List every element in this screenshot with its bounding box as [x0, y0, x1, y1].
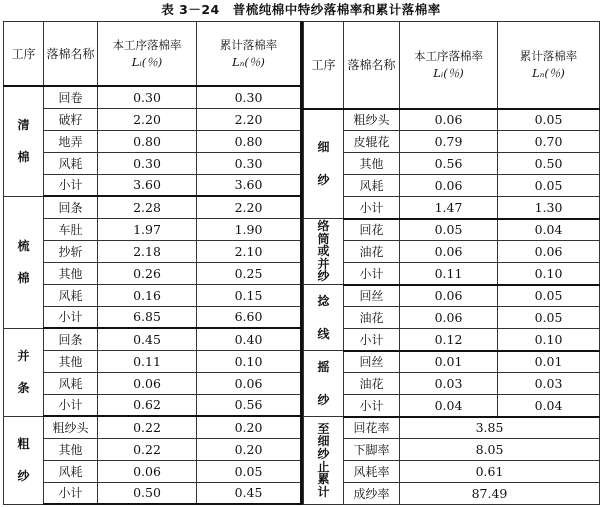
table-row — [304, 351, 600, 373]
summary-row — [304, 461, 600, 483]
li-value-cell: 0.06 — [400, 175, 498, 197]
waste-name-cell: 小计 — [344, 395, 400, 417]
ln-value-cell: 0.06 — [498, 241, 600, 263]
ln-value-cell: 0.06 — [197, 372, 301, 394]
ln-value-cell: 0.30 — [197, 152, 301, 174]
header-ln-symbol: Lₙ(％) — [232, 54, 265, 69]
header-ln — [197, 22, 301, 87]
waste-name-cell: 其他 — [344, 153, 400, 175]
process-cell: 清 棉 — [4, 86, 44, 196]
table-row — [304, 153, 600, 175]
waste-name-cell: 车肚 — [44, 218, 98, 240]
li-value-cell: 0.79 — [400, 131, 498, 153]
li-value-cell: 0.30 — [98, 86, 197, 108]
waste-name-cell: 回丝 — [344, 351, 400, 373]
waste-name-cell: 回花 — [344, 219, 400, 241]
ln-value-cell: 0.05 — [498, 109, 600, 131]
li-value-cell: 0.06 — [400, 307, 498, 329]
header-ln-label: 累计落棉率 — [519, 49, 578, 64]
li-value-cell: 2.28 — [98, 196, 197, 218]
table-row — [304, 307, 600, 329]
waste-name-cell: 小计 — [44, 394, 98, 416]
ln-value-cell: 0.04 — [498, 395, 600, 417]
table-row — [4, 482, 301, 504]
waste-name-cell: 其他 — [44, 438, 98, 460]
li-value-cell: 0.06 — [98, 460, 197, 482]
ln-value-cell: 0.80 — [197, 130, 301, 152]
summary-value-cell: 0.61 — [400, 461, 600, 483]
left-half-table — [3, 21, 301, 505]
waste-name-cell: 回卷 — [44, 86, 98, 108]
header-process: 工序 — [4, 22, 44, 87]
process-cell: 络 筒 或 并 纱 — [304, 219, 344, 285]
waste-name-cell: 小计 — [44, 482, 98, 504]
ln-value-cell: 0.56 — [197, 394, 301, 416]
summary-row — [304, 439, 600, 461]
table-row — [304, 395, 600, 417]
table-row — [4, 108, 301, 130]
header-ln — [498, 22, 600, 109]
header-waste-name: 落棉名称 — [44, 22, 98, 87]
waste-name-cell: 风耗 — [44, 372, 98, 394]
table-row — [304, 263, 600, 285]
waste-name-cell: 风耗 — [344, 175, 400, 197]
ln-value-cell: 0.45 — [197, 482, 301, 504]
ln-value-cell: 2.20 — [197, 108, 301, 130]
li-value-cell: 3.60 — [98, 174, 197, 196]
table-row — [4, 284, 301, 306]
header-li-label: 本工序落棉率 — [414, 49, 483, 64]
ln-value-cell: 0.15 — [197, 284, 301, 306]
header-process: 工序 — [304, 22, 344, 109]
li-value-cell: 0.01 — [400, 351, 498, 373]
waste-name-cell: 粗纱头 — [44, 416, 98, 438]
ln-value-cell: 0.03 — [498, 373, 600, 395]
header-waste-name: 落棉名称 — [344, 22, 400, 109]
ln-value-cell: 0.10 — [197, 350, 301, 372]
waste-name-cell: 风耗 — [44, 152, 98, 174]
li-value-cell: 0.80 — [98, 130, 197, 152]
process-cell: 粗 纱 — [4, 416, 44, 504]
table-row — [4, 394, 301, 416]
ln-value-cell: 0.30 — [197, 86, 301, 108]
li-value-cell: 0.26 — [98, 262, 197, 284]
table-row — [4, 438, 301, 460]
waste-name-cell: 其他 — [44, 262, 98, 284]
li-value-cell: 6.85 — [98, 306, 197, 328]
waste-name-cell: 抄斩 — [44, 240, 98, 262]
ln-value-cell: 1.90 — [197, 218, 301, 240]
ln-value-cell: 0.05 — [498, 307, 600, 329]
header-ln-symbol: Lₙ(％) — [532, 65, 565, 80]
table-row — [304, 131, 600, 153]
ln-value-cell: 0.20 — [197, 416, 301, 438]
waste-name-cell: 小计 — [344, 197, 400, 219]
ln-value-cell: 0.70 — [498, 131, 600, 153]
ln-value-cell: 0.05 — [498, 285, 600, 307]
ln-value-cell: 0.04 — [498, 219, 600, 241]
ln-value-cell: 0.10 — [498, 329, 600, 351]
summary-name-cell: 下脚率 — [344, 439, 400, 461]
table-row — [304, 175, 600, 197]
waste-rate-table — [3, 21, 599, 505]
li-value-cell: 1.97 — [98, 218, 197, 240]
li-value-cell: 0.50 — [98, 482, 197, 504]
ln-value-cell: 6.60 — [197, 306, 301, 328]
li-value-cell: 0.06 — [400, 241, 498, 263]
process-cell: 梳 棉 — [4, 196, 44, 328]
li-value-cell: 0.04 — [400, 395, 498, 417]
table-row — [4, 218, 301, 240]
waste-name-cell: 回条 — [44, 328, 98, 350]
summary-value-cell: 87.49 — [400, 483, 600, 505]
ln-value-cell: 0.01 — [498, 351, 600, 373]
waste-name-cell: 油花 — [344, 241, 400, 263]
process-cell: 捻 线 — [304, 285, 344, 351]
waste-name-cell: 油花 — [344, 373, 400, 395]
table-row — [304, 109, 600, 131]
li-value-cell: 0.05 — [400, 219, 498, 241]
table-row — [4, 130, 301, 152]
li-value-cell: 0.06 — [400, 109, 498, 131]
summary-row — [304, 417, 600, 439]
waste-name-cell: 地弄 — [44, 130, 98, 152]
summary-value-cell: 3.85 — [400, 417, 600, 439]
waste-name-cell: 小计 — [44, 174, 98, 196]
li-value-cell: 0.56 — [400, 153, 498, 175]
table-row — [4, 240, 301, 262]
process-cell: 并 条 — [4, 328, 44, 416]
table-row — [304, 197, 600, 219]
right-half-table — [303, 21, 600, 505]
li-value-cell: 0.45 — [98, 328, 197, 350]
ln-value-cell: 0.20 — [197, 438, 301, 460]
waste-name-cell: 风耗 — [44, 284, 98, 306]
header-li — [98, 22, 197, 87]
li-value-cell: 0.03 — [400, 373, 498, 395]
li-value-cell: 0.22 — [98, 416, 197, 438]
li-value-cell: 0.30 — [98, 152, 197, 174]
header-li-symbol: Lᵢ(％) — [433, 65, 464, 80]
ln-value-cell: 0.25 — [197, 262, 301, 284]
header-row — [304, 22, 600, 109]
ln-value-cell: 3.60 — [197, 174, 301, 196]
table-row — [4, 350, 301, 372]
ln-value-cell: 0.50 — [498, 153, 600, 175]
summary-row — [304, 483, 600, 505]
waste-name-cell: 油花 — [344, 307, 400, 329]
li-value-cell: 0.16 — [98, 284, 197, 306]
waste-name-cell: 小计 — [344, 263, 400, 285]
table-row — [4, 328, 301, 350]
summary-name-cell: 成纱率 — [344, 483, 400, 505]
table-row — [304, 219, 600, 241]
li-value-cell: 0.11 — [400, 263, 498, 285]
table-row — [304, 329, 600, 351]
header-li-symbol: Lᵢ(％) — [131, 54, 163, 69]
process-cell: 细 纱 — [304, 109, 344, 219]
ln-value-cell: 1.30 — [498, 197, 600, 219]
table-row — [4, 306, 301, 328]
table-row — [4, 416, 301, 438]
ln-value-cell: 0.40 — [197, 328, 301, 350]
header-li-label: 本工序落棉率 — [112, 37, 182, 52]
li-value-cell: 0.62 — [98, 394, 197, 416]
header-li — [400, 22, 498, 109]
table-row — [4, 262, 301, 284]
waste-name-cell: 小计 — [344, 329, 400, 351]
table-row — [4, 174, 301, 196]
table-title: 表 3－24 普梳纯棉中特纱落棉率和累计落棉率 — [161, 2, 441, 17]
waste-name-cell: 回丝 — [344, 285, 400, 307]
li-value-cell: 2.18 — [98, 240, 197, 262]
table-row — [4, 152, 301, 174]
summary-process-cell: 至 细 纱 止 累 计 — [304, 417, 344, 505]
ln-value-cell: 0.05 — [498, 175, 600, 197]
table-row — [4, 372, 301, 394]
summary-value-cell: 8.05 — [400, 439, 600, 461]
ln-value-cell: 0.05 — [197, 460, 301, 482]
table-row — [4, 86, 301, 108]
li-value-cell: 2.20 — [98, 108, 197, 130]
table-row — [4, 460, 301, 482]
li-value-cell: 0.22 — [98, 438, 197, 460]
summary-name-cell: 风耗率 — [344, 461, 400, 483]
process-cell: 摇 纱 — [304, 351, 344, 417]
li-value-cell: 0.06 — [400, 285, 498, 307]
table-row — [304, 241, 600, 263]
ln-value-cell: 0.10 — [498, 263, 600, 285]
ln-value-cell: 2.10 — [197, 240, 301, 262]
waste-name-cell: 风耗 — [44, 460, 98, 482]
waste-name-cell: 破籽 — [44, 108, 98, 130]
li-value-cell: 1.47 — [400, 197, 498, 219]
table-row — [4, 196, 301, 218]
header-ln-label: 累计落棉率 — [219, 37, 278, 52]
summary-name-cell: 回花率 — [344, 417, 400, 439]
ln-value-cell: 2.20 — [197, 196, 301, 218]
li-value-cell: 0.12 — [400, 329, 498, 351]
waste-name-cell: 粗纱头 — [344, 109, 400, 131]
table-row — [304, 373, 600, 395]
li-value-cell: 0.11 — [98, 350, 197, 372]
header-row — [4, 22, 301, 87]
li-value-cell: 0.06 — [98, 372, 197, 394]
table-row — [304, 285, 600, 307]
waste-name-cell: 其他 — [44, 350, 98, 372]
waste-name-cell: 皮辊花 — [344, 131, 400, 153]
waste-name-cell: 小计 — [44, 306, 98, 328]
waste-name-cell: 回条 — [44, 196, 98, 218]
